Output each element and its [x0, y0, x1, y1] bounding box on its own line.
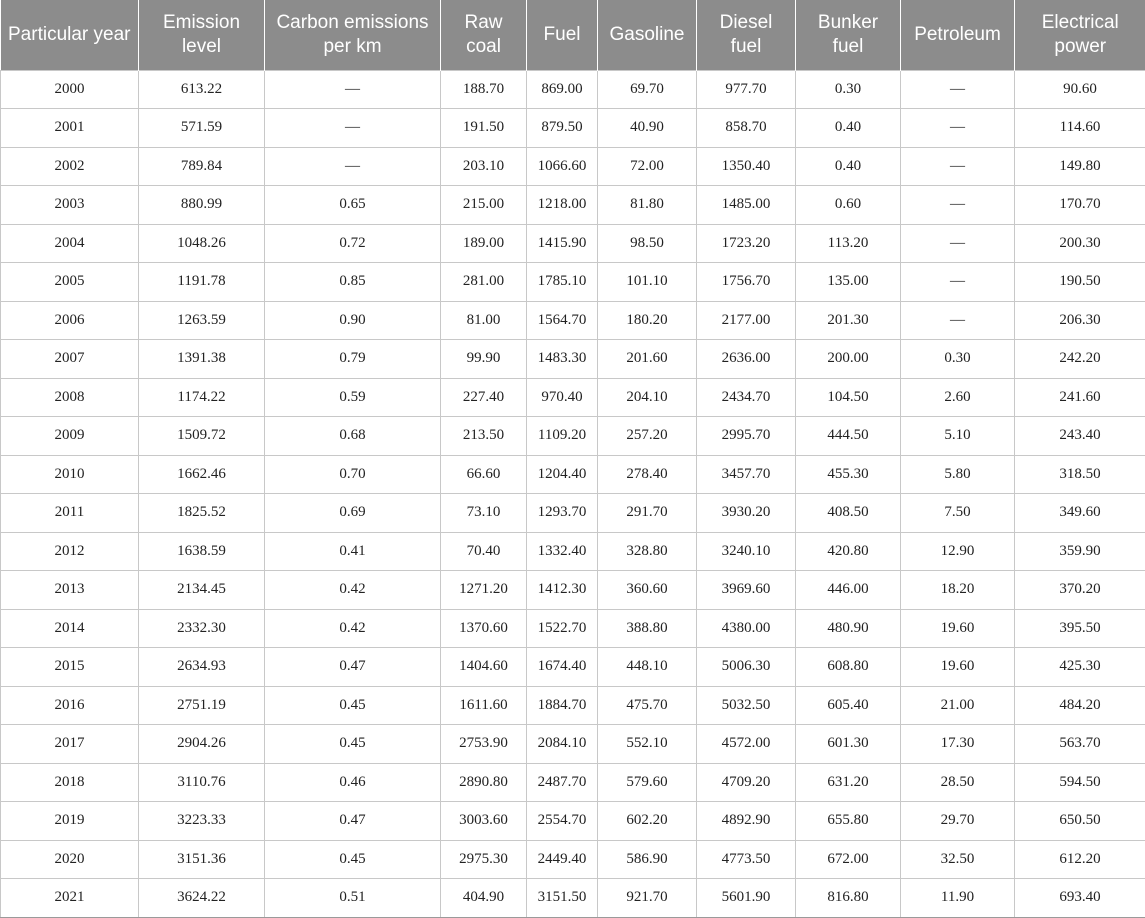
table-cell: 0.45 [265, 725, 441, 764]
table-cell: 2332.30 [139, 609, 265, 648]
table-cell: 2013 [1, 571, 139, 610]
table-cell: 0.40 [796, 147, 901, 186]
table-cell: 1756.70 [697, 263, 796, 302]
table-cell: 2084.10 [527, 725, 598, 764]
table-cell: 0.47 [265, 802, 441, 841]
column-header: Particular year [1, 0, 139, 70]
table-cell: 1350.40 [697, 147, 796, 186]
table-cell: 206.30 [1015, 301, 1145, 340]
table-row [1, 840, 1145, 879]
table-cell: 420.80 [796, 532, 901, 571]
table-row [1, 532, 1145, 571]
table-cell: 408.50 [796, 494, 901, 533]
table-cell: 1370.60 [441, 609, 527, 648]
table-cell: 605.40 [796, 686, 901, 725]
table-row [1, 879, 1145, 918]
table-cell: 693.40 [1015, 879, 1145, 918]
table-cell: 1564.70 [527, 301, 598, 340]
table-cell: 2018 [1, 763, 139, 802]
table-cell: 114.60 [1015, 109, 1145, 148]
table-cell: 3110.76 [139, 763, 265, 802]
table-cell: 2012 [1, 532, 139, 571]
table-cell: 281.00 [441, 263, 527, 302]
table-cell: 2434.70 [697, 378, 796, 417]
table-cell: 328.80 [598, 532, 697, 571]
table-cell: 200.30 [1015, 224, 1145, 263]
table-cell: 257.20 [598, 417, 697, 456]
table-cell: 2004 [1, 224, 139, 263]
table-cell: 241.60 [1015, 378, 1145, 417]
table-cell: 0.60 [796, 186, 901, 225]
table-row [1, 763, 1145, 802]
table-cell: 2014 [1, 609, 139, 648]
table-cell: 3151.36 [139, 840, 265, 879]
table-cell: 28.50 [901, 763, 1015, 802]
table-cell: — [901, 70, 1015, 109]
table-cell: 170.70 [1015, 186, 1145, 225]
table-cell: 2000 [1, 70, 139, 109]
table-cell: 0.65 [265, 186, 441, 225]
table-cell: 4773.50 [697, 840, 796, 879]
table-cell: 1825.52 [139, 494, 265, 533]
table-cell: 858.70 [697, 109, 796, 148]
table-cell: 5.10 [901, 417, 1015, 456]
table-cell: 0.70 [265, 455, 441, 494]
table-cell: 2487.70 [527, 763, 598, 802]
table-cell: 1674.40 [527, 648, 598, 687]
column-header: Bunker fuel [796, 0, 901, 70]
table-cell: 602.20 [598, 802, 697, 841]
table-cell: 0.41 [265, 532, 441, 571]
table-cell: 2008 [1, 378, 139, 417]
table-cell: 3223.33 [139, 802, 265, 841]
table-cell: 655.80 [796, 802, 901, 841]
table-cell: 2554.70 [527, 802, 598, 841]
table-cell: 1638.59 [139, 532, 265, 571]
table-cell: 1412.30 [527, 571, 598, 610]
table-cell: 12.90 [901, 532, 1015, 571]
table-cell: 0.51 [265, 879, 441, 918]
table-row [1, 186, 1145, 225]
table-header [1, 0, 1145, 70]
table-cell: 1483.30 [527, 340, 598, 379]
table-cell: 2017 [1, 725, 139, 764]
table-row [1, 263, 1145, 302]
table-row [1, 571, 1145, 610]
table-cell: 99.90 [441, 340, 527, 379]
table-cell: 0.45 [265, 686, 441, 725]
table-cell: 98.50 [598, 224, 697, 263]
column-header: Diesel fuel [697, 0, 796, 70]
table-cell: 19.60 [901, 609, 1015, 648]
table-cell: 480.90 [796, 609, 901, 648]
table-cell: 2003 [1, 186, 139, 225]
table-cell: 2015 [1, 648, 139, 687]
table-cell: 2007 [1, 340, 139, 379]
table-cell: 2.60 [901, 378, 1015, 417]
table-cell: 1048.26 [139, 224, 265, 263]
table-cell: 0.47 [265, 648, 441, 687]
table-cell: 446.00 [796, 571, 901, 610]
table-cell: 3151.50 [527, 879, 598, 918]
table-cell: 69.70 [598, 70, 697, 109]
column-header: Emission level [139, 0, 265, 70]
table-cell: 2005 [1, 263, 139, 302]
table-row [1, 340, 1145, 379]
table-cell: 215.00 [441, 186, 527, 225]
table-row [1, 648, 1145, 687]
table-cell: 1611.60 [441, 686, 527, 725]
table-cell: 0.72 [265, 224, 441, 263]
table-cell: 243.40 [1015, 417, 1145, 456]
table-cell: 1332.40 [527, 532, 598, 571]
table-cell: 425.30 [1015, 648, 1145, 687]
table-row [1, 725, 1145, 764]
table-cell: 869.00 [527, 70, 598, 109]
table-cell: 2634.93 [139, 648, 265, 687]
table-cell: 3930.20 [697, 494, 796, 533]
table-cell: 227.40 [441, 378, 527, 417]
table-cell: 1109.20 [527, 417, 598, 456]
table-cell: 475.70 [598, 686, 697, 725]
table-cell: 360.60 [598, 571, 697, 610]
table-row [1, 686, 1145, 725]
table-cell: 879.50 [527, 109, 598, 148]
column-header: Carbon emissions per km [265, 0, 441, 70]
table-cell: 2020 [1, 840, 139, 879]
table-cell: 2904.26 [139, 725, 265, 764]
table-cell: 1522.70 [527, 609, 598, 648]
table-cell: 789.84 [139, 147, 265, 186]
table-row [1, 455, 1145, 494]
table-cell: 404.90 [441, 879, 527, 918]
table-cell: 370.20 [1015, 571, 1145, 610]
table-cell: 1723.20 [697, 224, 796, 263]
table-cell: 73.10 [441, 494, 527, 533]
table-cell: 2021 [1, 879, 139, 918]
table-row [1, 147, 1145, 186]
table-cell: 1218.00 [527, 186, 598, 225]
table-cell: 11.90 [901, 879, 1015, 918]
table-cell: 19.60 [901, 648, 1015, 687]
table-cell: 1391.38 [139, 340, 265, 379]
table-cell: 571.59 [139, 109, 265, 148]
table-cell: 2006 [1, 301, 139, 340]
table-cell: 201.30 [796, 301, 901, 340]
table-cell: 0.46 [265, 763, 441, 802]
table-cell: 1485.00 [697, 186, 796, 225]
table-cell: 81.00 [441, 301, 527, 340]
table-cell: 3624.22 [139, 879, 265, 918]
table-cell: — [265, 70, 441, 109]
table-cell: 189.00 [441, 224, 527, 263]
table-cell: 0.30 [796, 70, 901, 109]
table-cell: 579.60 [598, 763, 697, 802]
table-cell: 3969.60 [697, 571, 796, 610]
table-cell: 2019 [1, 802, 139, 841]
table-cell: 113.20 [796, 224, 901, 263]
table-cell: 291.70 [598, 494, 697, 533]
table-cell: 2001 [1, 109, 139, 148]
table-cell: 1415.90 [527, 224, 598, 263]
table-cell: 1884.70 [527, 686, 598, 725]
table-cell: 70.40 [441, 532, 527, 571]
table-cell: 0.42 [265, 609, 441, 648]
table-cell: 2009 [1, 417, 139, 456]
table-cell: 2995.70 [697, 417, 796, 456]
table-cell: — [265, 109, 441, 148]
table-cell: 29.70 [901, 802, 1015, 841]
table-row [1, 609, 1145, 648]
table-cell: 970.40 [527, 378, 598, 417]
table-cell: 1191.78 [139, 263, 265, 302]
table-cell: 32.50 [901, 840, 1015, 879]
table-cell: 455.30 [796, 455, 901, 494]
table-cell: 0.69 [265, 494, 441, 533]
table-cell: 608.80 [796, 648, 901, 687]
table-cell: 1404.60 [441, 648, 527, 687]
column-header: Petroleum [901, 0, 1015, 70]
table-cell: 4892.90 [697, 802, 796, 841]
table-cell: 5601.90 [697, 879, 796, 918]
table-cell: — [901, 186, 1015, 225]
table-cell: 2751.19 [139, 686, 265, 725]
table-cell: 816.80 [796, 879, 901, 918]
table-cell: 650.50 [1015, 802, 1145, 841]
table-cell: 1174.22 [139, 378, 265, 417]
table-cell: 7.50 [901, 494, 1015, 533]
table-cell: 200.00 [796, 340, 901, 379]
table-cell: 563.70 [1015, 725, 1145, 764]
table-cell: 359.90 [1015, 532, 1145, 571]
table-cell: 2449.40 [527, 840, 598, 879]
table-cell: 395.50 [1015, 609, 1145, 648]
table-row [1, 494, 1145, 533]
table-cell: 201.60 [598, 340, 697, 379]
table-cell: 552.10 [598, 725, 697, 764]
table-cell: 977.70 [697, 70, 796, 109]
table-cell: 586.90 [598, 840, 697, 879]
table-cell: 484.20 [1015, 686, 1145, 725]
table-cell: 318.50 [1015, 455, 1145, 494]
table-cell: 40.90 [598, 109, 697, 148]
table-cell: 2010 [1, 455, 139, 494]
table-cell: 2636.00 [697, 340, 796, 379]
table-cell: 2016 [1, 686, 139, 725]
table-cell: 5.80 [901, 455, 1015, 494]
table-cell: 672.00 [796, 840, 901, 879]
table-row [1, 70, 1145, 109]
table-cell: 5006.30 [697, 648, 796, 687]
table-cell: 448.10 [598, 648, 697, 687]
table-cell: 149.80 [1015, 147, 1145, 186]
table-cell: 921.70 [598, 879, 697, 918]
table-cell: 203.10 [441, 147, 527, 186]
table-cell: 180.20 [598, 301, 697, 340]
table-cell: 66.60 [441, 455, 527, 494]
table-cell: 1662.46 [139, 455, 265, 494]
table-body [1, 70, 1145, 917]
table-cell: 3003.60 [441, 802, 527, 841]
table-cell: 4380.00 [697, 609, 796, 648]
table-cell: 613.22 [139, 70, 265, 109]
table-cell: 81.80 [598, 186, 697, 225]
table-row [1, 224, 1145, 263]
table-cell: 242.20 [1015, 340, 1145, 379]
table-cell: — [901, 147, 1015, 186]
table-cell: 0.30 [901, 340, 1015, 379]
table-cell: 204.10 [598, 378, 697, 417]
table-cell: 349.60 [1015, 494, 1145, 533]
table-row [1, 109, 1145, 148]
table-cell: 21.00 [901, 686, 1015, 725]
table-cell: 2002 [1, 147, 139, 186]
table-cell: 4709.20 [697, 763, 796, 802]
column-header: Electrical power [1015, 0, 1145, 70]
table-cell: — [265, 147, 441, 186]
table-cell: 2890.80 [441, 763, 527, 802]
table-row [1, 378, 1145, 417]
table-cell: 0.45 [265, 840, 441, 879]
table-cell: 1271.20 [441, 571, 527, 610]
table-cell: 5032.50 [697, 686, 796, 725]
table-cell: 2753.90 [441, 725, 527, 764]
table-cell: 594.50 [1015, 763, 1145, 802]
table-cell: 612.20 [1015, 840, 1145, 879]
table-cell: 135.00 [796, 263, 901, 302]
column-header: Fuel [527, 0, 598, 70]
table-cell: 0.68 [265, 417, 441, 456]
table-cell: 2134.45 [139, 571, 265, 610]
table-cell: — [901, 301, 1015, 340]
table-cell: 72.00 [598, 147, 697, 186]
table-cell: 601.30 [796, 725, 901, 764]
table-cell: 213.50 [441, 417, 527, 456]
table-cell: 1785.10 [527, 263, 598, 302]
table-cell: 101.10 [598, 263, 697, 302]
table-cell: 0.85 [265, 263, 441, 302]
table-cell: 880.99 [139, 186, 265, 225]
table-cell: 0.79 [265, 340, 441, 379]
table-cell: 18.20 [901, 571, 1015, 610]
table-cell: 278.40 [598, 455, 697, 494]
table-cell: 444.50 [796, 417, 901, 456]
table-row [1, 301, 1145, 340]
table-cell: 104.50 [796, 378, 901, 417]
table-cell: 631.20 [796, 763, 901, 802]
table-cell: 0.59 [265, 378, 441, 417]
table-cell: — [901, 109, 1015, 148]
column-header: Gasoline [598, 0, 697, 70]
table-cell: 190.50 [1015, 263, 1145, 302]
table-cell: 2011 [1, 494, 139, 533]
table-row [1, 802, 1145, 841]
table-cell: 188.70 [441, 70, 527, 109]
table-cell: — [901, 224, 1015, 263]
table-cell: 191.50 [441, 109, 527, 148]
table-cell: 90.60 [1015, 70, 1145, 109]
table-cell: 4572.00 [697, 725, 796, 764]
table-cell: 1293.70 [527, 494, 598, 533]
table-cell: 17.30 [901, 725, 1015, 764]
table-cell: — [901, 263, 1015, 302]
table-cell: 0.40 [796, 109, 901, 148]
table-cell: 1204.40 [527, 455, 598, 494]
table-row [1, 417, 1145, 456]
table-cell: 1509.72 [139, 417, 265, 456]
table-cell: 2975.30 [441, 840, 527, 879]
table-cell: 0.42 [265, 571, 441, 610]
column-header: Raw coal [441, 0, 527, 70]
table-cell: 3457.70 [697, 455, 796, 494]
table-cell: 1066.60 [527, 147, 598, 186]
table-cell: 1263.59 [139, 301, 265, 340]
header-row [1, 0, 1145, 70]
table-cell: 2177.00 [697, 301, 796, 340]
table-cell: 388.80 [598, 609, 697, 648]
table-cell: 0.90 [265, 301, 441, 340]
table-cell: 3240.10 [697, 532, 796, 571]
